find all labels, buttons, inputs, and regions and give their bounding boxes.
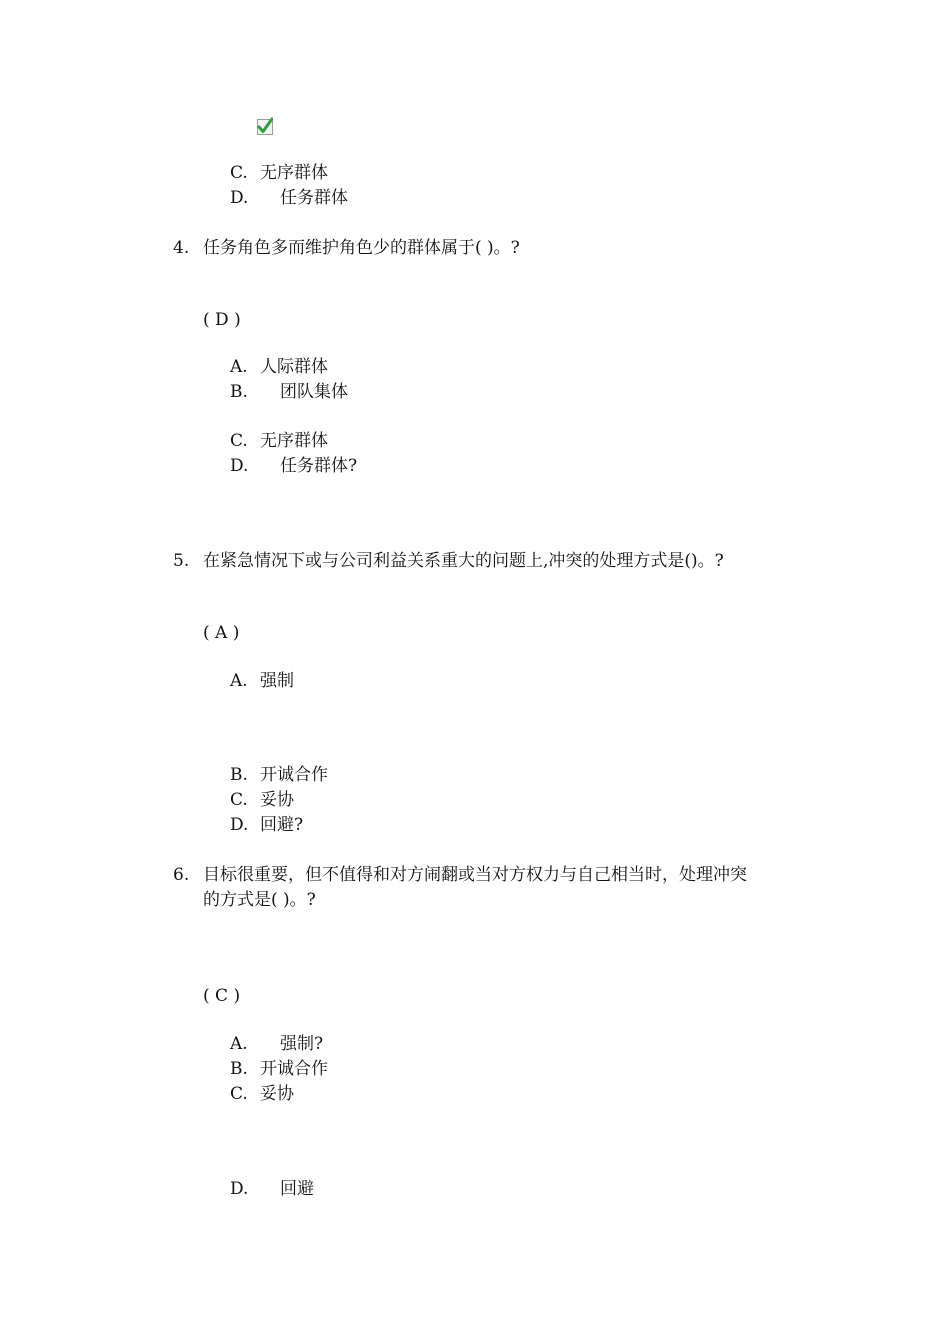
question-number: 4. — [173, 238, 190, 258]
answer-5: ( A ) — [203, 623, 240, 643]
question-6 — [173, 864, 747, 886]
checkmark-icon — [257, 116, 273, 136]
option-c — [230, 789, 294, 811]
option-text: 任务群体? — [280, 456, 358, 476]
option-letter: D. — [230, 188, 249, 208]
answer-4: ( D ) — [203, 310, 241, 330]
option-text: 妥协 — [260, 790, 294, 810]
option-text: 开诚合作 — [260, 765, 328, 785]
option-d — [230, 187, 348, 209]
question-text: 任务角色多而维护角色少的群体属于( )。? — [203, 238, 520, 258]
option-letter: B. — [230, 382, 248, 402]
option-text: 强制 — [260, 671, 294, 691]
option-text: 开诚合作 — [260, 1059, 328, 1079]
option-letter: D. — [230, 1179, 249, 1199]
option-text: 任务群体 — [280, 188, 348, 208]
question-text: 目标很重要，但不值得和对方闹翻或当对方权力与自己相当时，处理冲突 — [203, 865, 747, 885]
option-c — [230, 162, 328, 184]
option-text: 团队集体 — [280, 382, 348, 402]
question-number: 5. — [173, 551, 190, 571]
option-text: 回避? — [260, 815, 304, 835]
option-d — [230, 455, 357, 477]
option-text: 无序群体 — [260, 431, 328, 451]
option-a — [230, 356, 328, 378]
option-d — [230, 814, 303, 836]
option-text: 强制? — [280, 1034, 324, 1054]
option-letter: A. — [230, 357, 248, 377]
option-a — [230, 670, 294, 692]
option-letter: D. — [230, 815, 249, 835]
question-text-continued: 的方式是( )。? — [203, 890, 316, 910]
question-5 — [173, 550, 724, 572]
question-4 — [173, 237, 520, 259]
option-letter: C. — [230, 1084, 248, 1104]
option-d — [230, 1178, 314, 1200]
option-letter: B. — [230, 1059, 248, 1079]
option-b — [230, 381, 348, 403]
option-b — [230, 764, 328, 786]
option-letter: C. — [230, 163, 248, 183]
option-letter: C. — [230, 431, 248, 451]
option-text: 妥协 — [260, 1084, 294, 1104]
option-b — [230, 1058, 328, 1080]
option-letter: C. — [230, 790, 248, 810]
option-letter: A. — [230, 1034, 248, 1054]
option-text: 回避 — [280, 1179, 314, 1199]
question-number: 6. — [173, 865, 190, 885]
option-letter: B. — [230, 765, 248, 785]
question-text: 在紧急情况下或与公司利益关系重大的问题上,冲突的处理方式是()。? — [203, 551, 724, 571]
option-text: 无序群体 — [260, 163, 328, 183]
option-text: 人际群体 — [260, 357, 328, 377]
option-letter: A. — [230, 671, 248, 691]
answer-6: ( C ) — [203, 986, 241, 1006]
option-a — [230, 1033, 323, 1055]
option-c — [230, 1083, 294, 1105]
option-letter: D. — [230, 456, 249, 476]
option-c — [230, 430, 328, 452]
